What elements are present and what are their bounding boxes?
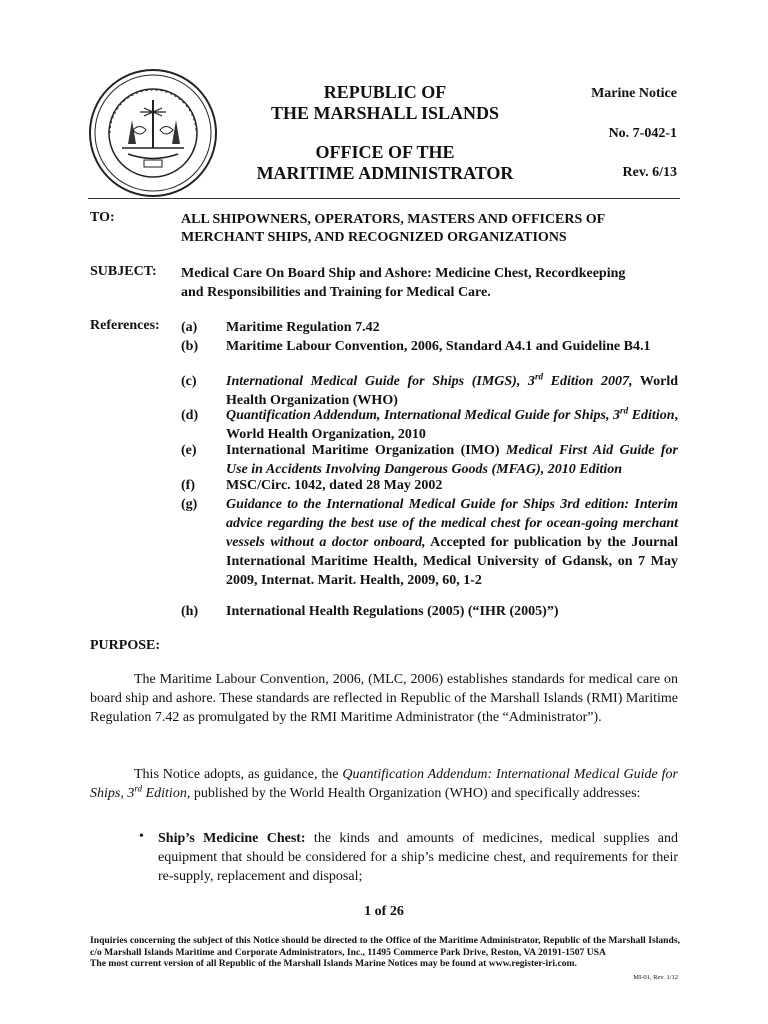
header-divider [88,198,680,199]
footer-inquiries: Inquiries concerning the subject of this Notice should be directed to the Office of the Maritime Administrator, Republic of the Marshall Islands, c/o Marshall Islands Maritime and Corporate Administrators, Inc., 11495 Commerce Park Drive, Reston, VA 20191-1507 USA [90,935,680,958]
purpose-paragraph-1 [90,670,678,727]
purpose-paragraph-2-title-cont: Edition [142,786,187,801]
reference-letter: (g) [181,497,198,512]
reference-text: Maritime Labour Convention, 2006, Standard A4.1 and Guideline B4.1 [226,339,651,354]
reference-text: International Health Regulations (2005) (“IHR (2005)”) [226,604,559,619]
office-title-line1: OFFICE OF THE [315,142,455,162]
bullet-marker: • [139,829,144,844]
reference-letter: (a) [181,320,198,335]
republic-title-line2: THE MARSHALL ISLANDS [270,103,500,123]
reference-text: MSC/Circ. 1042, dated 28 May 2002 [226,478,443,493]
subject-line2: and Responsibilities and Training for Medical Care. [181,285,491,300]
reference-letter: (b) [181,339,199,354]
purpose-paragraph-1-text: The Maritime Labour Convention, 2006, (MLC, 2006) establishes standards for medical care on board ship and ashore. These standards are reflected in Republic of the Marshall Islands (RMI) Maritime Regulation 7.42 as promulgated by the RMI Maritime Administrator (the “Administrator”). [90,672,678,725]
reference-title: Quantification Addendum, International Medical Guide for Ships, 3 [226,408,621,423]
to-line1: ALL SHIPOWNERS, OPERATORS, MASTERS AND OFFICERS OF [181,212,606,227]
subject-label: SUBJECT: [90,264,157,279]
reference-letter: (f) [181,478,195,493]
notice-number: No. 7-042-1 [608,126,677,141]
reference-letter: (h) [181,604,199,619]
reference-letter: (c) [181,374,197,389]
reference-title-cont: Edition [628,408,675,423]
purpose-heading: PURPOSE: [90,638,160,653]
reference-text [226,441,678,479]
to-line2: MERCHANT SHIPS, AND RECOGNIZED ORGANIZATIONS [181,230,567,245]
bullet-item-medicine-chest [158,829,678,886]
page-number: 1 of 26 [364,904,404,919]
reference-publisher: , World Health Organization, 2010 [226,408,678,442]
purpose-paragraph-2-rest: , published by the World Health Organization (WHO) and specifically addresses: [186,786,641,801]
office-title-line2: MARITIME ADMINISTRATOR [256,163,514,183]
purpose-paragraph-2-superscript: rd [134,783,143,794]
to-label: TO: [90,210,115,225]
reference-publisher: World Health Organization (WHO) [226,374,678,408]
reference-title: Guidance to the International Medical Guide for Ships 3rd edition: Interim advice regarding the best use of the medical chest for ocean-going merchant vessels without a doctor onboard, [226,497,678,550]
form-number: MI-01, Rev. 1/12 [633,974,678,981]
purpose-paragraph-2-title: Quantification Addendum: International Medical Guide for Ships, 3 [90,767,678,801]
reference-text: Maritime Regulation 7.42 [226,320,380,335]
reference-title: International Medical Guide for Ships (IMGS), 3 [226,374,535,389]
purpose-paragraph-2 [90,765,678,803]
reference-title-cont: Edition 2007, [543,374,633,389]
reference-org: International Maritime Organization (IMO) [226,443,506,458]
reference-title: Medical First Aid Guide for Use in Accidents Involving Dangerous Goods (MFAG), 2010 Edition [226,443,678,477]
reference-text [226,495,678,590]
subject-line1: Medical Care On Board Ship and Ashore: Medicine Chest, Recordkeeping [181,266,626,281]
reference-letter: (e) [181,443,197,458]
republic-title-line1: REPUBLIC OF [323,82,447,102]
revision-label: Rev. 6/13 [622,165,677,180]
reference-letter: (d) [181,408,199,423]
bullet-item-heading: Ship’s Medicine Chest: [158,831,306,846]
footer-notice [90,935,680,970]
reference-publisher: Accepted for publication by the Journal International Maritime Health, Medical University of Gdansk, on 7 May 2009, Internat. Marit. Health, 2009, 60, 1-2 [226,535,678,588]
reference-text [226,406,678,444]
reference-text [226,372,678,410]
footer-current-version: The most current version of all Republic of the Marshall Islands Marine Notices may be found at www.register-iri.com. [90,958,577,969]
reference-superscript: rd [534,371,544,382]
references-label: References: [90,318,160,333]
notice-type: Marine Notice [591,86,677,101]
republic-seal-icon [88,68,218,198]
bullet-item-text: the kinds and amounts of medicines, medical supplies and equipment that should be considered for a ship’s medicine chest, and requirements for their re-supply, replacement and disposal; [158,831,678,884]
reference-superscript: rd [620,405,629,416]
purpose-paragraph-2-intro: This Notice adopts, as guidance, the [134,767,343,782]
